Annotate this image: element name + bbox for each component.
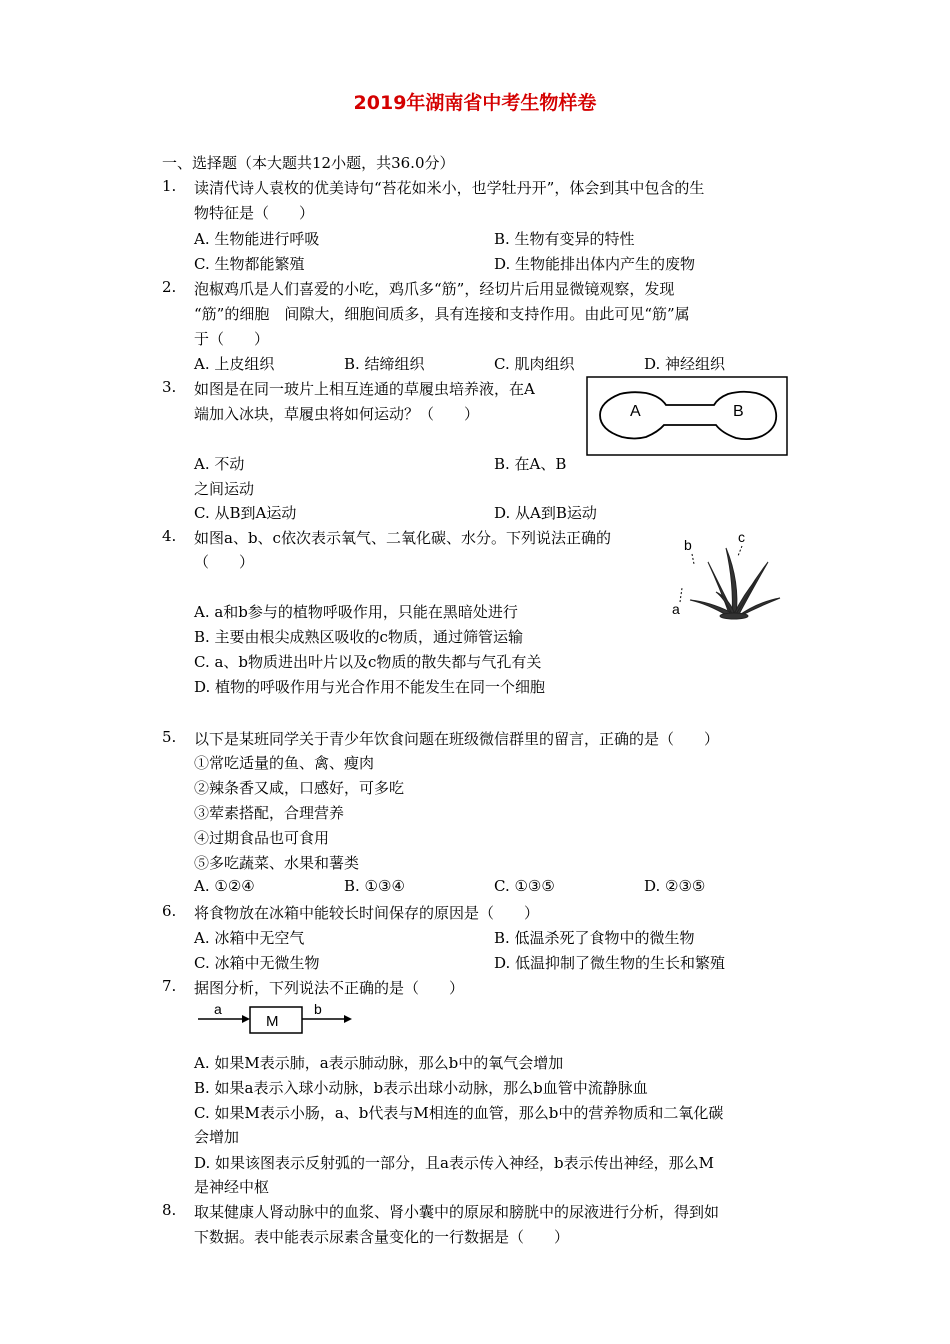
page-title: 2019年湖南省中考生物样卷 bbox=[353, 92, 597, 114]
option-b[interactable]: B. ①③④ bbox=[344, 877, 405, 895]
question-text: “筋”的细胞 间隙大，细胞间质多，具有连接和支持作用。由此可见“筋”属 bbox=[194, 305, 690, 323]
question-text: 读清代诗人袁枚的优美诗句“苔花如米小，也学牡丹开”，体会到其中包含的生 bbox=[194, 179, 705, 197]
question-text: 于（ ） bbox=[194, 330, 270, 348]
option-a[interactable]: A. a和b参与的植物呼吸作用，只能在黑暗处进行 bbox=[194, 603, 518, 621]
drop-a-label: A bbox=[630, 403, 641, 420]
question-text: 泡椒鸡爪是人们喜爱的小吃，鸡爪多“筋”，经切片后用显微镜观察，发现 bbox=[194, 280, 675, 298]
label-m: M bbox=[266, 1013, 279, 1030]
question-number: 4. bbox=[162, 527, 177, 545]
option-a[interactable]: A. 生物能进行呼吸 bbox=[194, 230, 320, 248]
question-text: 端加入冰块，草履虫将如何运动？（ ） bbox=[194, 405, 480, 423]
option-a[interactable]: A. ①②④ bbox=[194, 877, 255, 895]
option-d[interactable]: D. 如果该图表示反射弧的一部分，且a表示传入神经，b表示传出神经，那么M bbox=[194, 1154, 714, 1172]
option-c[interactable]: C. 从B到A运动 bbox=[194, 504, 297, 522]
arrow-b bbox=[692, 554, 694, 564]
option-c[interactable]: C. 肌肉组织 bbox=[494, 355, 575, 373]
question-text: 取某健康人肾动脉中的血浆、肾小囊中的原尿和膀胱中的尿液进行分析，得到如 bbox=[194, 1203, 720, 1221]
question-text: 如图a、b、c依次表示氧气、二氧化碳、水分。下列说法正确的 bbox=[194, 529, 611, 547]
plant-icon bbox=[690, 548, 780, 619]
question-number: 5. bbox=[162, 728, 177, 746]
option-d[interactable]: D. 低温抑制了微生物的生长和繁殖 bbox=[494, 954, 726, 972]
option-b[interactable]: B. 在A、B bbox=[494, 455, 567, 473]
plant-diagram bbox=[668, 528, 790, 624]
option-b[interactable]: B. 如果a表示入球小动脉，b表示出球小动脉，那么b血管中流静脉血 bbox=[194, 1079, 648, 1097]
option-a[interactable]: A. 冰箱中无空气 bbox=[194, 929, 305, 947]
option-c[interactable]: C. ①③⑤ bbox=[494, 877, 555, 895]
label-c: c bbox=[738, 529, 745, 545]
question-number: 2. bbox=[162, 278, 177, 296]
option-a[interactable]: A. 如果M表示肺，a表示肺动脉，那么b中的氧气会增加 bbox=[194, 1054, 564, 1072]
paramecium-culture-diagram bbox=[586, 376, 788, 456]
drop-b-label: B bbox=[733, 403, 744, 420]
question-number: 1. bbox=[162, 177, 177, 195]
arrow-c bbox=[738, 546, 742, 556]
option-d-continued: 是神经中枢 bbox=[194, 1178, 270, 1196]
option-b[interactable]: B. 主要由根尖成熟区吸收的c物质，通过筛管运输 bbox=[194, 628, 523, 646]
option-c[interactable]: C. a、b物质进出叶片以及c物质的散失都与气孔有关 bbox=[194, 653, 542, 671]
option-c[interactable]: C. 生物都能繁殖 bbox=[194, 255, 305, 273]
option-d[interactable]: D. 植物的呼吸作用与光合作用不能发生在同一个细胞 bbox=[194, 678, 546, 696]
label-a: a bbox=[214, 1001, 222, 1017]
label-b: b bbox=[684, 537, 692, 553]
question-text: 物特征是（ ） bbox=[194, 204, 315, 222]
option-b[interactable]: B. 生物有变异的特性 bbox=[494, 230, 635, 248]
option-c-continued: 会增加 bbox=[194, 1128, 240, 1146]
question-number: 6. bbox=[162, 902, 177, 920]
question-text: 下数据。表中能表示尿素含量变化的一行数据是（ ） bbox=[194, 1228, 570, 1246]
question-number: 8. bbox=[162, 1201, 177, 1219]
statement-3: ③荤素搭配，合理营养 bbox=[194, 804, 345, 822]
option-b-continued: 之间运动 bbox=[194, 480, 255, 498]
arrow-a bbox=[680, 588, 682, 602]
statement-5: ⑤多吃蔬菜、水果和薯类 bbox=[194, 854, 360, 872]
question-text: 如图是在同一玻片上相互连通的草履虫培养液，在A bbox=[194, 380, 535, 398]
question-number: 7. bbox=[162, 977, 177, 995]
option-a[interactable]: A. 不动 bbox=[194, 455, 245, 473]
option-c[interactable]: C. 冰箱中无微生物 bbox=[194, 954, 320, 972]
question-number: 3. bbox=[162, 378, 177, 396]
option-d[interactable]: D. 神经组织 bbox=[644, 355, 726, 373]
question-text: 将食物放在冰箱中能较长时间保存的原因是（ ） bbox=[194, 904, 540, 922]
option-d[interactable]: D. 从A到B运动 bbox=[494, 504, 597, 522]
option-d[interactable]: D. 生物能排出体内产生的废物 bbox=[494, 255, 696, 273]
arrow-head bbox=[242, 1015, 250, 1023]
arrow-head bbox=[344, 1015, 352, 1023]
statement-4: ④过期食品也可食用 bbox=[194, 829, 330, 847]
option-b[interactable]: B. 低温杀死了食物中的微生物 bbox=[494, 929, 695, 947]
question-text: 据图分析，下列说法不正确的是（ ） bbox=[194, 979, 465, 997]
statement-1: ①常吃适量的鱼、禽、瘦肉 bbox=[194, 754, 375, 772]
label-a: a bbox=[672, 601, 680, 617]
statement-2: ②辣条香又咸，口感好，可多吃 bbox=[194, 779, 405, 797]
question-text: （ ） bbox=[194, 553, 255, 571]
flow-diagram-a-m-b bbox=[196, 1000, 356, 1036]
label-b: b bbox=[314, 1001, 322, 1017]
question-text: 以下是某班同学关于青少年饮食问题在班级微信群里的留言，正确的是（ ） bbox=[194, 730, 720, 748]
section-heading: 一、选择题（本大题共12小题，共36.0分） bbox=[162, 154, 455, 172]
option-a[interactable]: A. 上皮组织 bbox=[194, 355, 275, 373]
option-b[interactable]: B. 结缔组织 bbox=[344, 355, 425, 373]
option-c[interactable]: C. 如果M表示小肠，a、b代表与M相连的血管，那么b中的营养物质和二氧化碳 bbox=[194, 1104, 724, 1122]
option-d[interactable]: D. ②③⑤ bbox=[644, 877, 706, 895]
